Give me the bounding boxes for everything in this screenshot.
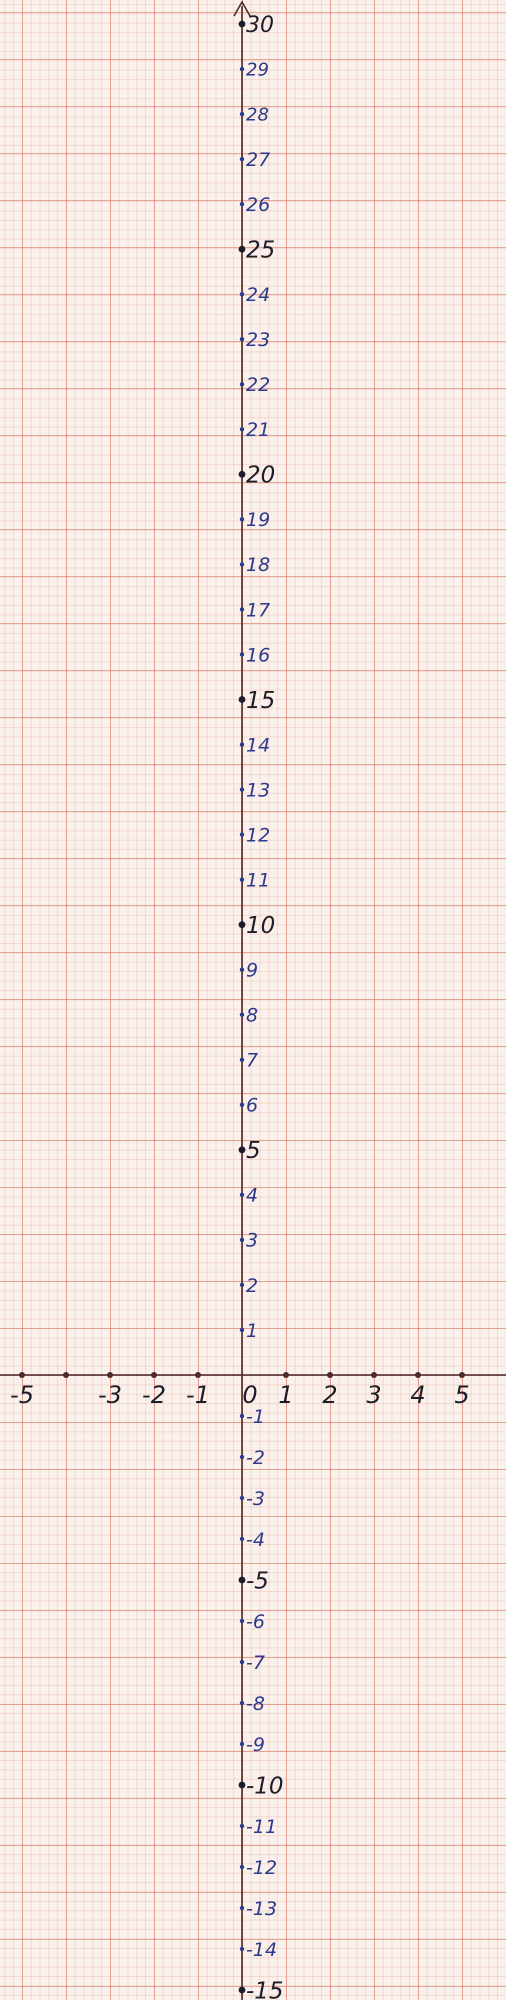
x-tick-label: -2 [142,1381,166,1409]
y-tick-dot [240,1058,244,1062]
x-tick-label: -1 [186,1381,210,1409]
y-tick-dot [240,1238,244,1242]
y-tick-dot [240,292,244,296]
y-tick-dot [240,968,244,972]
y-tick-label: 22 [246,374,271,397]
y-tick-label: -7 [246,1651,265,1674]
x-axis-labels [10,1381,470,1409]
x-tick-dot [151,1372,157,1378]
y-tick-label: -8 [246,1692,265,1715]
y-tick-label: 21 [246,419,271,442]
x-tick-dot [327,1372,333,1378]
y-tick-label: -15 [246,1978,284,2000]
y-tick-label: 4 [246,1184,259,1207]
y-tick-label: -13 [246,1897,278,1920]
y-tick-label: 24 [246,284,271,307]
y-tick-label: 27 [246,148,271,171]
x-tick-dot [371,1372,377,1378]
y-tick-dot [240,1414,244,1418]
y-tick-dot [239,246,246,253]
y-tick-label: 1 [246,1319,259,1342]
y-tick-label: 7 [246,1049,259,1072]
y-tick-dot [240,1103,244,1107]
y-axis-labels [246,13,284,2000]
y-tick-dot [240,562,244,566]
y-tick-dot [239,1987,246,1994]
y-tick-dot [240,1013,244,1017]
y-tick-label: 23 [246,329,271,352]
y-tick-label: 17 [246,599,271,622]
y-tick-dot [240,157,244,161]
y-tick-label: 15 [246,687,276,714]
x-tick-dot [283,1372,289,1378]
y-tick-dot [240,1193,244,1197]
y-tick-dot [240,1824,244,1828]
y-tick-dot [239,471,246,478]
x-tick-dot [107,1372,113,1378]
y-tick-label: 19 [246,509,271,532]
y-tick-label: 20 [246,462,276,489]
y-tick-label: 2 [246,1274,259,1297]
y-tick-label: 29 [246,59,269,81]
y-tick-label: 28 [246,104,269,126]
y-tick-label: 18 [246,554,271,577]
y-tick-label: 14 [246,734,271,757]
x-tick-label: 0 [242,1381,258,1409]
y-tick-dot [240,67,244,71]
y-tick-label: -10 [246,1773,284,1800]
y-tick-dot [240,1742,244,1746]
x-tick-label: -5 [10,1381,34,1409]
y-tick-label: 8 [246,1004,259,1027]
x-tick-label: 5 [454,1381,470,1409]
y-tick-label: 16 [246,644,271,667]
x-tick-dot [415,1372,421,1378]
y-tick-dot [239,21,246,28]
y-tick-label: -6 [246,1610,265,1633]
x-tick-dot [19,1372,25,1378]
x-tick-label: -3 [98,1381,122,1409]
y-tick-label: 9 [246,959,259,982]
y-tick-dot [240,1947,244,1951]
y-tick-dot [240,1455,244,1459]
y-tick-dot [240,1496,244,1500]
y-tick-label: 26 [246,193,271,216]
y-tick-dot [240,607,244,611]
y-tick-dot [240,382,244,386]
y-tick-label: 30 [246,12,274,38]
y-tick-dot [239,921,246,928]
y-tick-dot [240,202,244,206]
x-tick-label: 1 [278,1381,294,1409]
y-tick-label: -14 [246,1938,278,1961]
y-tick-dot [239,696,246,703]
y-tick-label: 6 [246,1094,259,1117]
y-tick-dot [240,1701,244,1705]
y-tick-dot [240,1865,244,1869]
y-tick-dot [240,112,244,116]
y-tick-dot [240,1906,244,1910]
y-tick-dot [240,832,244,836]
y-tick-label: 3 [246,1229,259,1252]
y-tick-label: 5 [246,1138,261,1165]
y-tick-label: -4 [246,1528,265,1551]
y-tick-label: -12 [246,1856,278,1879]
y-tick-label: 12 [246,824,271,847]
y-tick-dot [240,652,244,656]
y-tick-label: -5 [246,1568,269,1595]
y-tick-dot [239,1146,246,1153]
y-tick-dot [240,427,244,431]
y-tick-dot [240,337,244,341]
y-tick-dot [240,517,244,521]
y-tick-dot [240,1328,244,1332]
x-tick-dot [63,1372,69,1378]
y-tick-dot [240,1660,244,1664]
y-tick-label: 13 [246,779,271,802]
y-tick-dot [239,1577,246,1584]
y-tick-label: -2 [246,1446,265,1469]
y-tick-label: -1 [246,1405,265,1428]
y-tick-dot [240,1283,244,1287]
y-tick-label: 10 [246,912,276,939]
y-tick-label: -3 [246,1487,265,1510]
x-tick-dot [459,1372,465,1378]
y-tick-dot [239,1782,246,1789]
y-tick-label: -11 [246,1815,278,1838]
y-tick-label: 11 [246,869,271,892]
y-tick-dot [240,1619,244,1623]
y-tick-dot [240,1537,244,1541]
y-tick-label: 25 [246,237,276,264]
x-tick-dot [195,1372,201,1378]
x-tick-label: 3 [366,1381,382,1409]
x-tick-label: 4 [410,1381,426,1409]
x-tick-label: 2 [322,1381,338,1409]
y-tick-dot [240,742,244,746]
y-tick-dot [240,787,244,791]
y-tick-dot [240,877,244,881]
y-tick-label: -9 [246,1733,265,1756]
